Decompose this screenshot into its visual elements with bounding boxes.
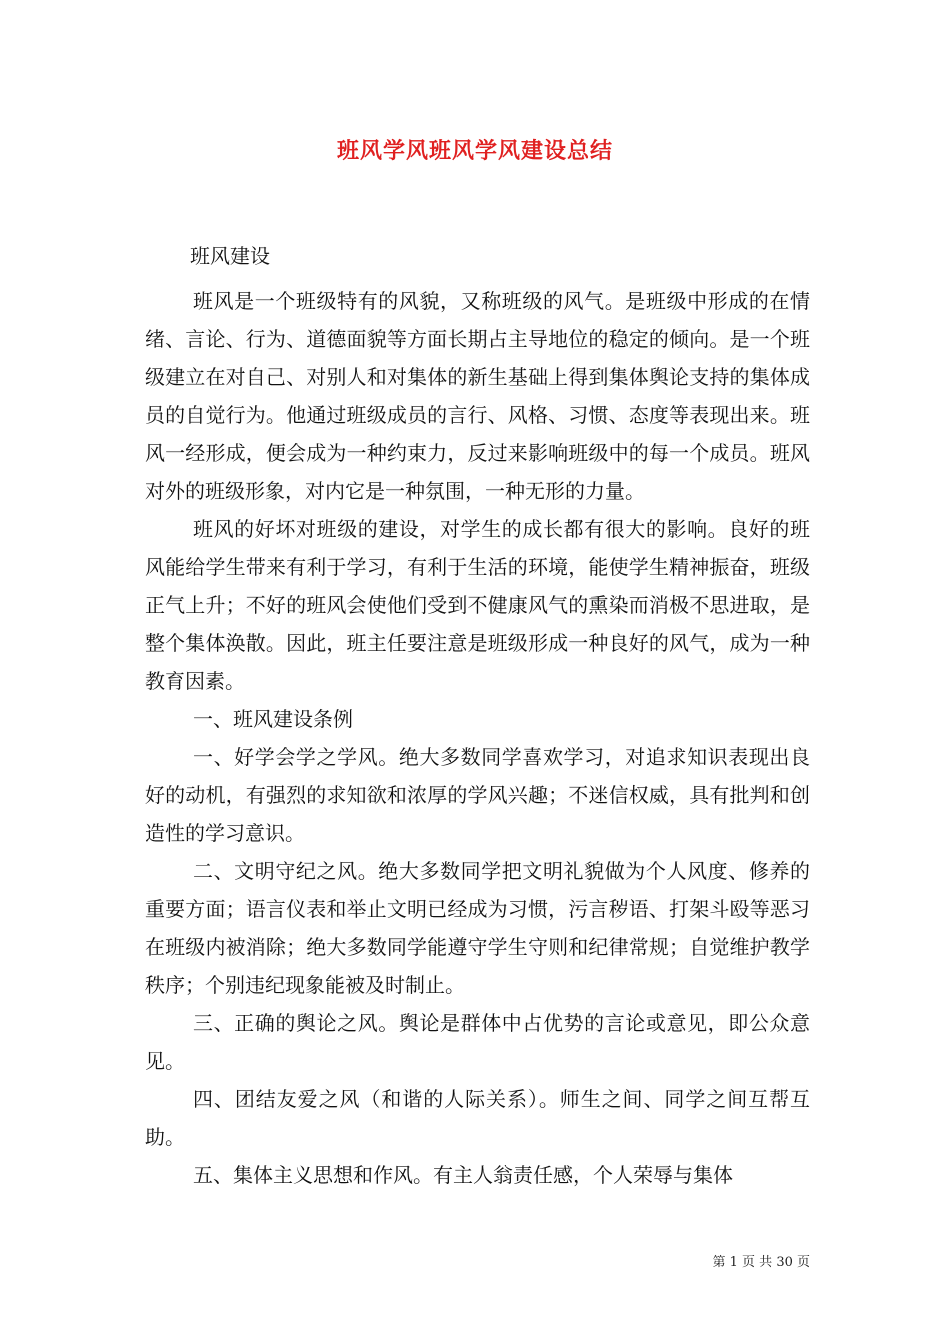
body-paragraph: 三、正确的舆论之风。舆论是群体中占优势的言论或意见，即公众意见。 <box>145 1011 810 1073</box>
body-paragraph: 四、团结友爱之风（和谐的人际关系）。师生之间、同学之间互帮互助。 <box>145 1087 810 1149</box>
page-number-footer: 第 1 页 共 30 页 <box>712 1255 810 1270</box>
body-paragraph: 一、班风建设条例 <box>193 707 353 731</box>
document-body <box>145 282 810 1194</box>
body-paragraph: 班风的好坏对班级的建设，对学生的成长都有很大的影响。良好的班风能给学生带来有利于学习，有利于生活的环境，能使学生精神振奋，班级正气上升；不好的班风会使他们受到不健康风气的熏染而消极不思进取，是整个集体涣散。因此，班主任要注意是班级形成一种良好的风气，成为一种教育因素。 <box>145 517 810 693</box>
body-paragraph: 班风是一个班级特有的风貌，又称班级的风气。是班级中形成的在情绪、言论、行为、道德面貌等方面长期占主导地位的稳定的倾向。是一个班级建立在对自己、对别人和对集体的新生基础上得到集体舆论支持的集体成员的自觉行为。他通过班级成员的言行、风格、习惯、态度等表现出来。班风一经形成，便会成为一种约束力，反过来影响班级中的每一个成员。班风对外的班级形象，对内它是一种氛围，一种无形的力量。 <box>145 289 810 503</box>
body-paragraph: 五、集体主义思想和作风。有主人翁责任感，个人荣辱与集体 <box>193 1163 733 1187</box>
body-paragraph: 一、好学会学之学风。绝大多数同学喜欢学习，对追求知识表现出良好的动机，有强烈的求知欲和浓厚的学风兴趣；不迷信权威，具有批判和创造性的学习意识。 <box>145 745 810 845</box>
body-paragraph: 二、文明守纪之风。绝大多数同学把文明礼貌做为个人风度、修养的重要方面；语言仪表和举止文明已经成为习惯，污言秽语、打架斗殴等恶习在班级内被消除；绝大多数同学能遵守学生守则和纪律常规；自觉维护教学秩序；个别违纪现象能被及时制止。 <box>145 859 810 997</box>
section-heading: 班风建设 <box>190 244 270 268</box>
document-title: 班风学风班风学风建设总结 <box>336 138 613 164</box>
